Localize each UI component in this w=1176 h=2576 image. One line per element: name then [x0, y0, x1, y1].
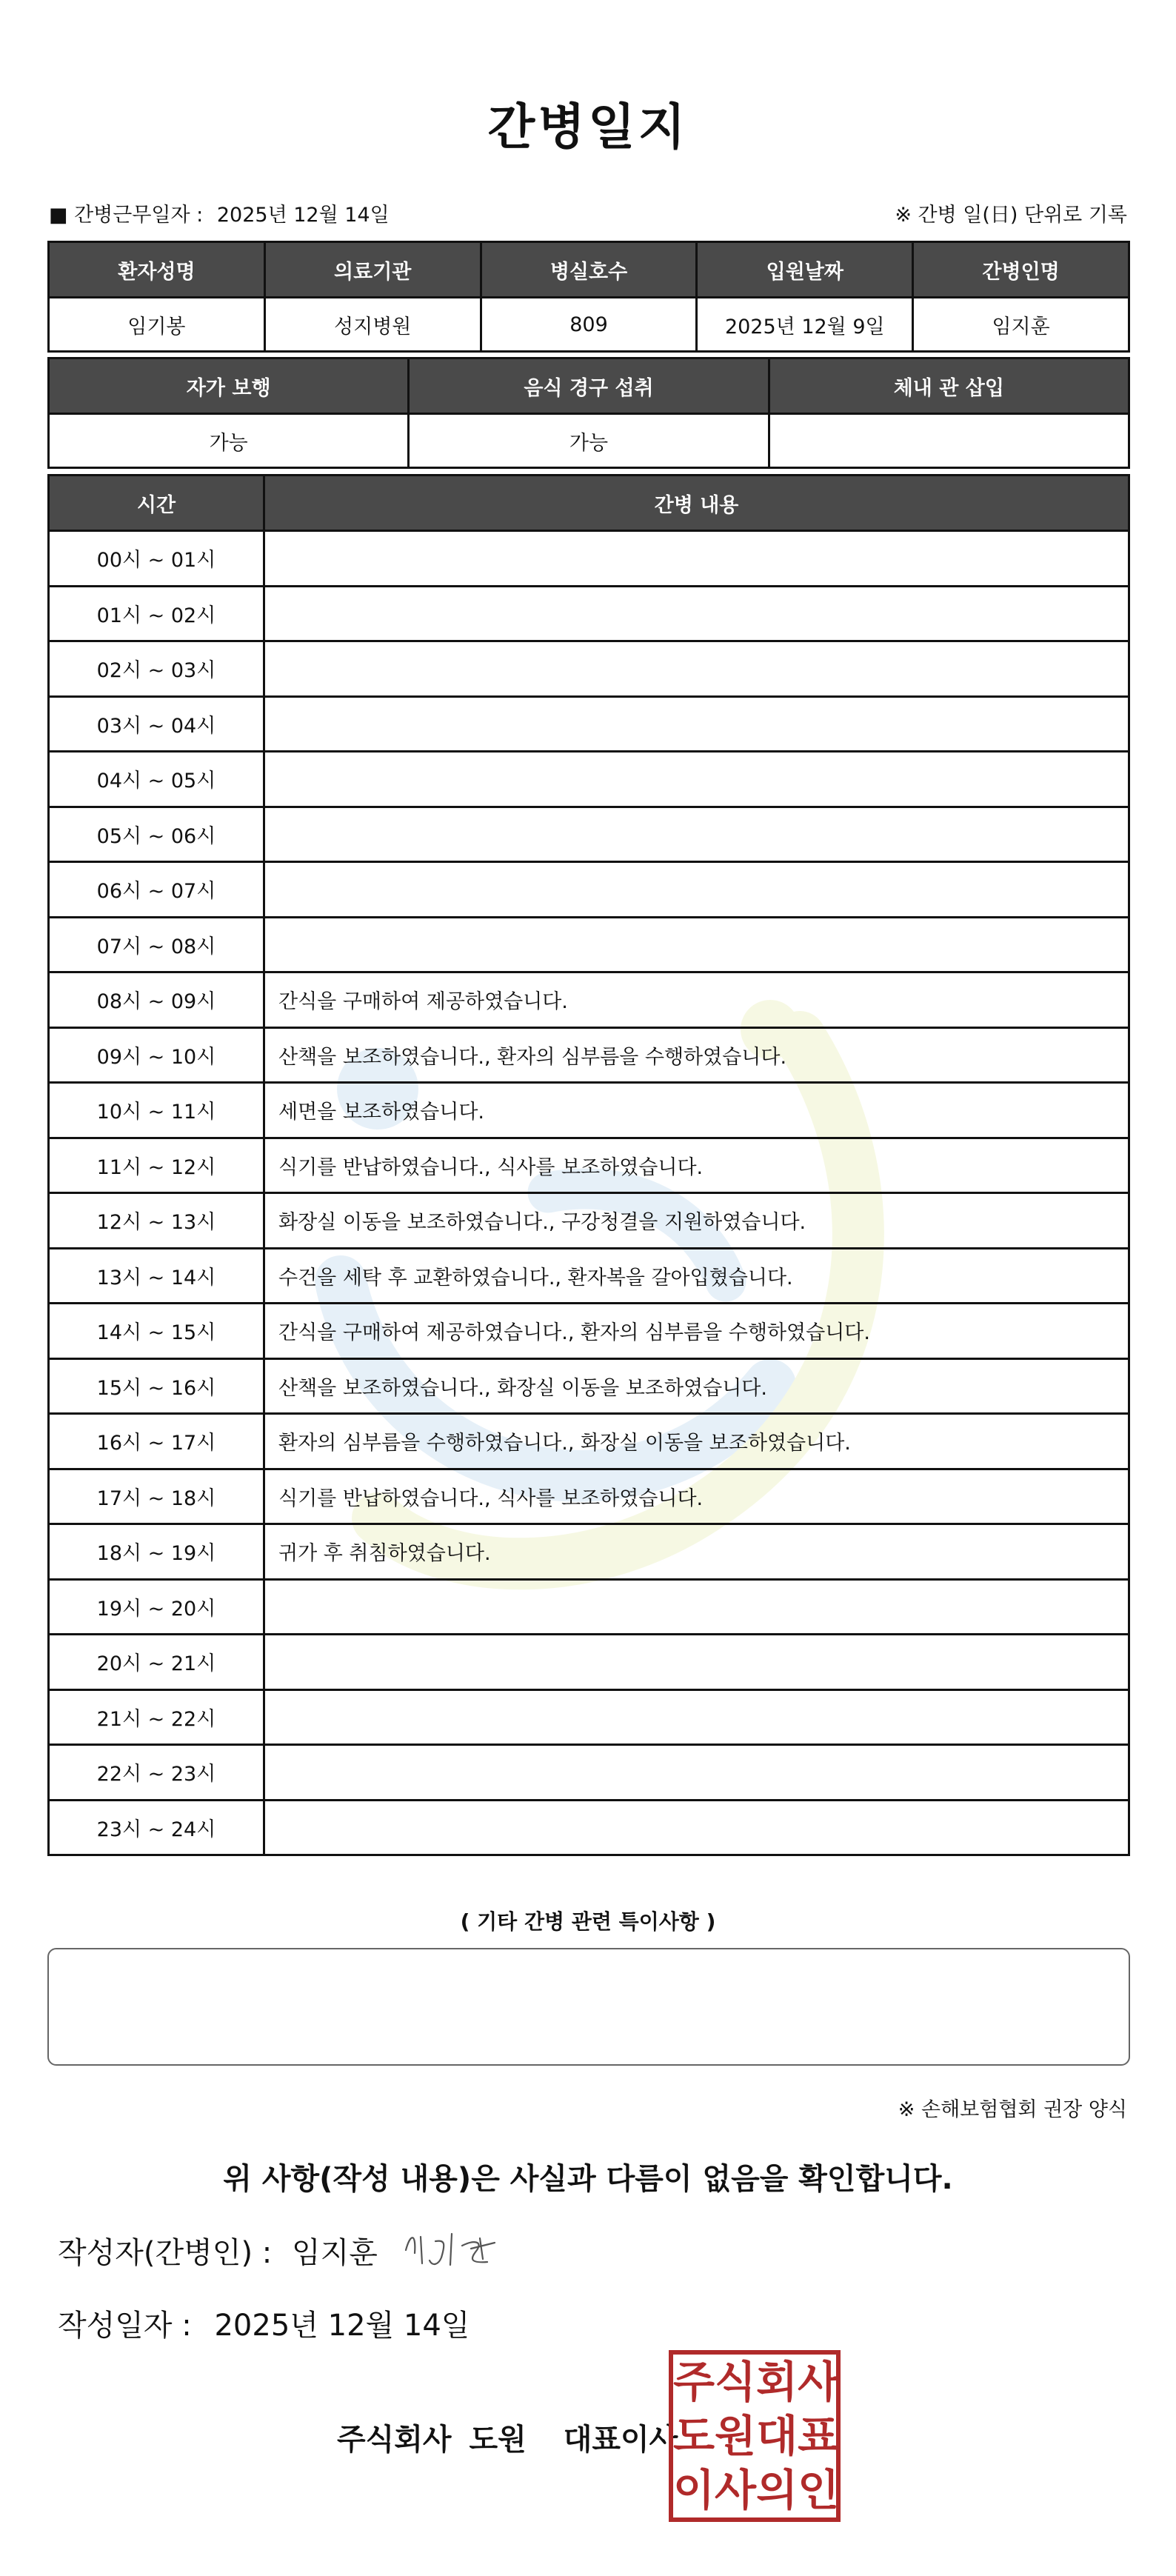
table-row [49, 807, 1129, 862]
time-slot: 18시 ~ 19시 [49, 1524, 264, 1580]
time-slot: 08시 ~ 09시 [49, 972, 264, 1028]
care-content: 수건을 세탁 후 교환하였습니다., 환자복을 갈아입혔습니다. [264, 1248, 1129, 1304]
care-content: 산책을 보조하였습니다., 환자의 심부름을 수행하였습니다. [264, 1027, 1129, 1083]
company-prefix: 주식회사 [337, 2423, 452, 2457]
table-row [49, 1635, 1129, 1690]
header-hospital: 의료기관 [264, 242, 481, 298]
table-row [49, 1358, 1129, 1414]
table-row [49, 1193, 1129, 1249]
care-log-table [47, 474, 1130, 1856]
care-content: 간식을 구매하여 제공하였습니다., 환자의 심부름을 수행하였습니다. [264, 1304, 1129, 1359]
work-date-value: 2025년 12월 14일 [216, 204, 390, 227]
status-value-row [49, 414, 1129, 468]
seal-char: 주 [673, 2356, 715, 2407]
time-slot: 22시 ~ 23시 [49, 1745, 264, 1801]
care-content: 귀가 후 취침하였습니다. [264, 1524, 1129, 1580]
table-row [49, 862, 1129, 918]
company-seal-stamp [669, 2350, 841, 2522]
seal-char: 대 [756, 2410, 798, 2461]
table-row [49, 1304, 1129, 1359]
time-slot: 11시 ~ 12시 [49, 1138, 264, 1193]
written-date-label: 작성일자 : [58, 2309, 192, 2343]
table-row [49, 1138, 1129, 1193]
company-name: 도원 [469, 2423, 527, 2457]
care-content: 화장실 이동을 보조하였습니다., 구강청결을 지원하였습니다. [264, 1193, 1129, 1249]
table-row [49, 531, 1129, 587]
time-slot: 12시 ~ 13시 [49, 1193, 264, 1249]
seal-char: 식 [715, 2356, 757, 2407]
writer-label: 작성자(간병인) : [58, 2236, 273, 2270]
admission-date: 2025년 12월 9일 [697, 298, 913, 352]
header-self-walking: 자가 보행 [49, 358, 409, 414]
seal-row [673, 2463, 840, 2517]
time-slot: 04시 ~ 05시 [49, 752, 264, 807]
care-content [264, 807, 1129, 862]
time-slot: 01시 ~ 02시 [49, 586, 264, 641]
header-admission-date: 입원날짜 [697, 242, 913, 298]
table-row [49, 1745, 1129, 1801]
seal-char: 표 [798, 2410, 840, 2461]
table-row [49, 641, 1129, 697]
table-row [49, 1083, 1129, 1138]
time-slot: 17시 ~ 18시 [49, 1469, 264, 1524]
header-oral-intake: 음식 경구 섭취 [409, 358, 769, 414]
care-content [264, 586, 1129, 641]
care-content: 식기를 반납하였습니다., 식사를 보조하였습니다. [264, 1469, 1129, 1524]
care-content [264, 752, 1129, 807]
record-unit-note: ※ 간병 일(日) 단위로 기록 [895, 204, 1127, 227]
hospital: 성지병원 [264, 298, 481, 352]
seal-char: 도 [673, 2410, 715, 2461]
special-notes-box [47, 1948, 1130, 2066]
time-slot: 14시 ~ 15시 [49, 1304, 264, 1359]
care-content [264, 1689, 1129, 1745]
care-content [264, 641, 1129, 697]
page-title: 간병일지 [487, 99, 689, 156]
seal-char: 의 [756, 2464, 798, 2515]
table-row [49, 917, 1129, 972]
special-notes-title: ( 기타 간병 관련 특이사항 ) [460, 1909, 716, 1934]
time-slot: 07시 ~ 08시 [49, 917, 264, 972]
table-row [49, 1469, 1129, 1524]
care-content [264, 1635, 1129, 1690]
table-row [49, 696, 1129, 752]
care-content [264, 1745, 1129, 1801]
care-content [264, 1800, 1129, 1855]
seal-char: 사 [798, 2356, 840, 2407]
time-slot: 06시 ~ 07시 [49, 862, 264, 918]
seal-char: 이 [673, 2464, 715, 2515]
header-tube-insertion: 체내 관 삽입 [769, 358, 1129, 414]
time-slot: 23시 ~ 24시 [49, 1800, 264, 1855]
company-role: 대표이사 [563, 2423, 678, 2457]
care-log-header-row [49, 476, 1129, 531]
confirmation-statement: 위 사항(작성 내용)은 사실과 다름이 없음을 확인합니다. [223, 2162, 953, 2196]
written-date-line [58, 2302, 470, 2344]
seal-char: 회 [756, 2356, 798, 2407]
self-walking-value: 가능 [49, 414, 409, 468]
care-content: 식기를 반납하였습니다., 식사를 보조하였습니다. [264, 1138, 1129, 1193]
seal-row [673, 2355, 840, 2409]
header-time: 시간 [49, 476, 264, 531]
table-row [49, 1524, 1129, 1580]
work-date-label: ■ 간병근무일자 : [49, 204, 204, 227]
care-content [264, 531, 1129, 587]
care-content [264, 696, 1129, 752]
care-content: 산책을 보조하였습니다., 화장실 이동을 보조하였습니다. [264, 1358, 1129, 1414]
time-slot: 19시 ~ 20시 [49, 1579, 264, 1635]
room-number: 809 [481, 298, 697, 352]
table-row [49, 972, 1129, 1028]
seal-char: 원 [715, 2410, 757, 2461]
status-info-table [47, 357, 1130, 469]
table-row [49, 586, 1129, 641]
table-row [49, 1800, 1129, 1855]
caregiver-name: 임지훈 [913, 298, 1129, 352]
care-content [264, 862, 1129, 918]
header-room-number: 병실호수 [481, 242, 697, 298]
time-slot: 15시 ~ 16시 [49, 1358, 264, 1414]
patient-info-table [47, 241, 1130, 353]
form-note: ※ 손해보험협회 권장 양식 [898, 2098, 1127, 2121]
header-caregiver-name: 간병인명 [913, 242, 1129, 298]
seal-char: 인 [798, 2464, 840, 2515]
header-care-content: 간병 내용 [264, 476, 1129, 531]
time-slot: 21시 ~ 22시 [49, 1689, 264, 1745]
table-row [49, 1579, 1129, 1635]
patient-name: 임기봉 [49, 298, 265, 352]
time-slot: 13시 ~ 14시 [49, 1248, 264, 1304]
table-row [49, 1689, 1129, 1745]
work-date [49, 198, 390, 227]
care-content: 간식을 구매하여 제공하였습니다. [264, 972, 1129, 1028]
company-line [337, 2416, 678, 2458]
care-content: 환자의 심부름을 수행하였습니다., 화장실 이동을 보조하였습니다. [264, 1414, 1129, 1469]
writer-name: 임지훈 [291, 2236, 378, 2270]
time-slot: 09시 ~ 10시 [49, 1027, 264, 1083]
time-slot: 20시 ~ 21시 [49, 1635, 264, 1690]
special-notes-content [49, 1949, 1129, 1979]
patient-info-header-row [49, 242, 1129, 298]
table-row [49, 1027, 1129, 1083]
table-row [49, 752, 1129, 807]
time-slot: 05시 ~ 06시 [49, 807, 264, 862]
writer-line [58, 2229, 378, 2272]
written-date-value: 2025년 12월 14일 [214, 2309, 470, 2343]
care-content [264, 1579, 1129, 1635]
signature-icon [400, 2220, 511, 2280]
oral-intake-value: 가능 [409, 414, 769, 468]
time-slot: 02시 ~ 03시 [49, 641, 264, 697]
time-slot: 16시 ~ 17시 [49, 1414, 264, 1469]
time-slot: 00시 ~ 01시 [49, 531, 264, 587]
care-content: 세면을 보조하였습니다. [264, 1083, 1129, 1138]
seal-row [673, 2409, 840, 2463]
seal-char: 사 [715, 2464, 757, 2515]
care-content [264, 917, 1129, 972]
status-header-row [49, 358, 1129, 414]
tube-insertion-value [769, 414, 1129, 468]
table-row [49, 1248, 1129, 1304]
patient-info-value-row [49, 298, 1129, 352]
table-row [49, 1414, 1129, 1469]
time-slot: 10시 ~ 11시 [49, 1083, 264, 1138]
time-slot: 03시 ~ 04시 [49, 696, 264, 752]
header-patient-name: 환자성명 [49, 242, 265, 298]
